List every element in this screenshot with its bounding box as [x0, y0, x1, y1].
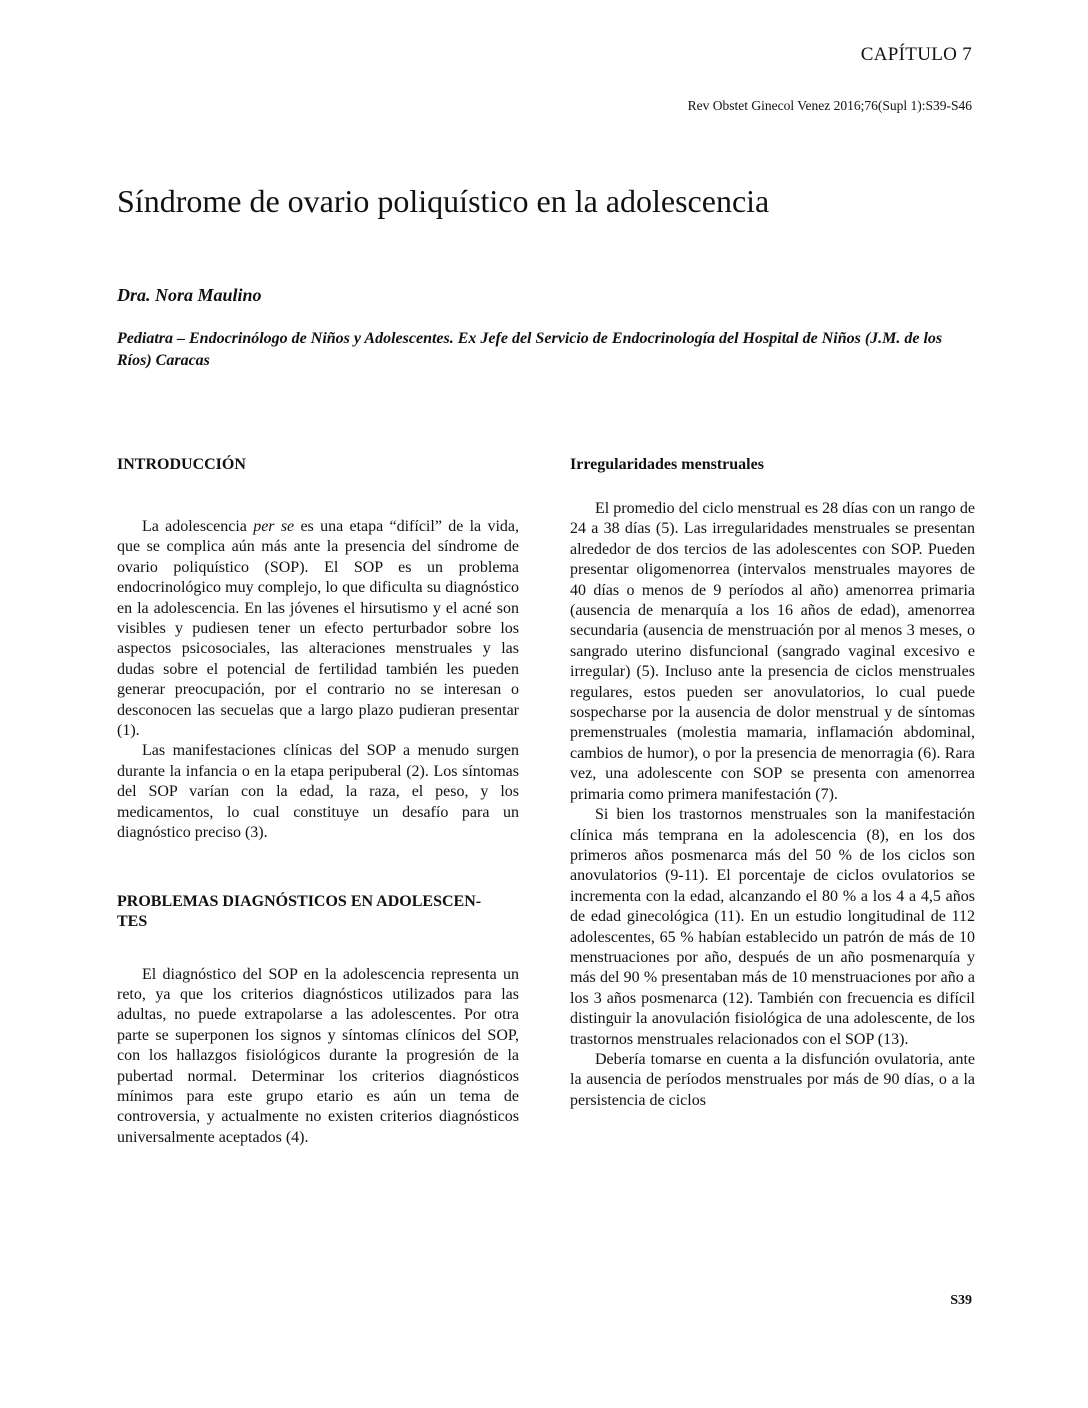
- spacer: [570, 475, 975, 499]
- spacer: [117, 844, 519, 892]
- diagnostic-paragraph-1: El diagnóstico del SOP en la adolescencia representa un reto, ya que los criterios diagnósticos utilizados para las adultas, no puede extrapolarse a las adolescentes. Por otra parte se superponen los signos y síntomas clínicos del SOP, con los hallazgos fisiológicos durante la progresión de la pubertad normal. Determinar los criterios diagnósticos mínimos para este grupo etario es aún un tema de controversia, y actualmente no existen criterios diagnósticos universalmente aceptados (4).: [117, 965, 519, 1146]
- intro-p1-italic: per se: [253, 518, 295, 535]
- author-name: Dra. Nora Maulino: [117, 285, 262, 305]
- spacer: [117, 475, 519, 517]
- heading-line-2: TES: [117, 912, 148, 930]
- menstrual-paragraph-3: Debería tomarse en cuenta a la disfunción ovulatoria, ante la ausencia de períodos menstruales por más de 90 días, o a la persistencia de ciclos: [570, 1050, 975, 1109]
- menstrual-paragraph-2: Si bien los trastornos menstruales son la manifestación clínica más temprana en la adolescencia (8), en los dos primeros años posmenarca más del 50 % de los ciclos son anovulatorios (9-11). El porcentaje de ciclos ovulatorios se incrementa con la edad, alcanzando el 80 % a los 4 a 4,5 años de edad ginecológica (11). En un estudio longitudinal de 112 adolescentes, 65 % habían establecido un patrón de más de 10 menstruaciones por año, después de un año posmenarquía y más del 90 % presentaban más de 10 menstruaciones por año a los 3 años posmenarca (12). También con frecuencia es difícil distinguir la anovulación fisiológica de una adolescente, de los trastornos menstruales relacionados con el SOP (13).: [570, 806, 975, 1048]
- heading-line-1: PROBLEMAS DIAGNÓSTICOS EN ADOLESCEN-: [117, 892, 482, 910]
- spacer: [117, 932, 519, 965]
- left-column: [117, 455, 519, 1148]
- menstrual-paragraph-1: El promedio del ciclo menstrual es 28 días con un rango de 24 a 38 días (5). Las irregularidades menstruales se presentan alrededor de dos tercios de las adolescentes con SOP. Pueden presentar oligomenorrea (intervalos menstruales mayores de 40 días o menos de 9 períodos al año) amenorrea primaria (ausencia de menarquía a los 16 años de edad), amenorrea secundaria (ausencia de menstruación por al menos 3 meses, o sangrado uterino disfuncional (sangrado vaginal excesivo e irregular) (5). Incluso ante la presencia de ciclos menstruales regulares, estos pueden ser anovulatorios, lo cual puede sospecharse por la ausencia de dolor menstrual y de síntomas premenstruales (molestia mamaria, inflamación abdominal, cambios de humor), o por la presencia de menorragia (6). Rara vez, una adolescente con SOP se presenta con amenorrea primaria como primera manifestación (7).: [570, 500, 975, 803]
- right-column: [570, 455, 975, 1111]
- page-number: S39: [950, 1293, 972, 1308]
- author-affiliation: Pediatra – Endocrinólogo de Niños y Adolescentes. Ex Jefe del Servicio de Endocrinología del Hospital de Niños (J.M. de los Ríos) Caracas: [117, 330, 943, 369]
- section-heading-problemas-diagnosticos: [117, 892, 519, 932]
- intro-paragraph-2: Las manifestaciones clínicas del SOP a menudo surgen durante la infancia o en la etapa peripuberal (2). Los síntomas del SOP varían con la edad, la raza, el peso, y los medicamentos, lo cual constituye un desafío para un diagnóstico preciso (3).: [117, 742, 519, 842]
- section-heading-introduccion: INTRODUCCIÓN: [117, 456, 246, 473]
- intro-paragraph-1: [117, 517, 519, 741]
- article-title: Síndrome de ovario poliquístico en la adolescencia: [117, 183, 770, 219]
- section-heading-irregularidades: Irregularidades menstruales: [570, 456, 764, 473]
- intro-p1-start: La adolescencia: [142, 518, 254, 535]
- journal-citation: Rev Obstet Ginecol Venez 2016;76(Supl 1):S39-S46: [687, 98, 972, 113]
- chapter-label: CAPÍTULO 7: [860, 44, 972, 65]
- intro-p1-rest: es una etapa “difícil” de la vida, que se complica aún más ante la presencia del síndrome de ovario poliquístico (SOP). El SOP es un problema endocrinológico muy complejo, lo que dificulta su diagnóstico en la adolescencia. En las jóvenes el hirsutismo y el acné son visibles y pudiesen tener un efecto perturbador sobre los aspectos psicosociales, las alteraciones menstruales y las dudas sobre el potencial de fertilidad también les pueden generar preocupación, por el contrario no se interesan o desconocen las secuelas que a largo plazo pudieran presentar (1).: [117, 518, 520, 740]
